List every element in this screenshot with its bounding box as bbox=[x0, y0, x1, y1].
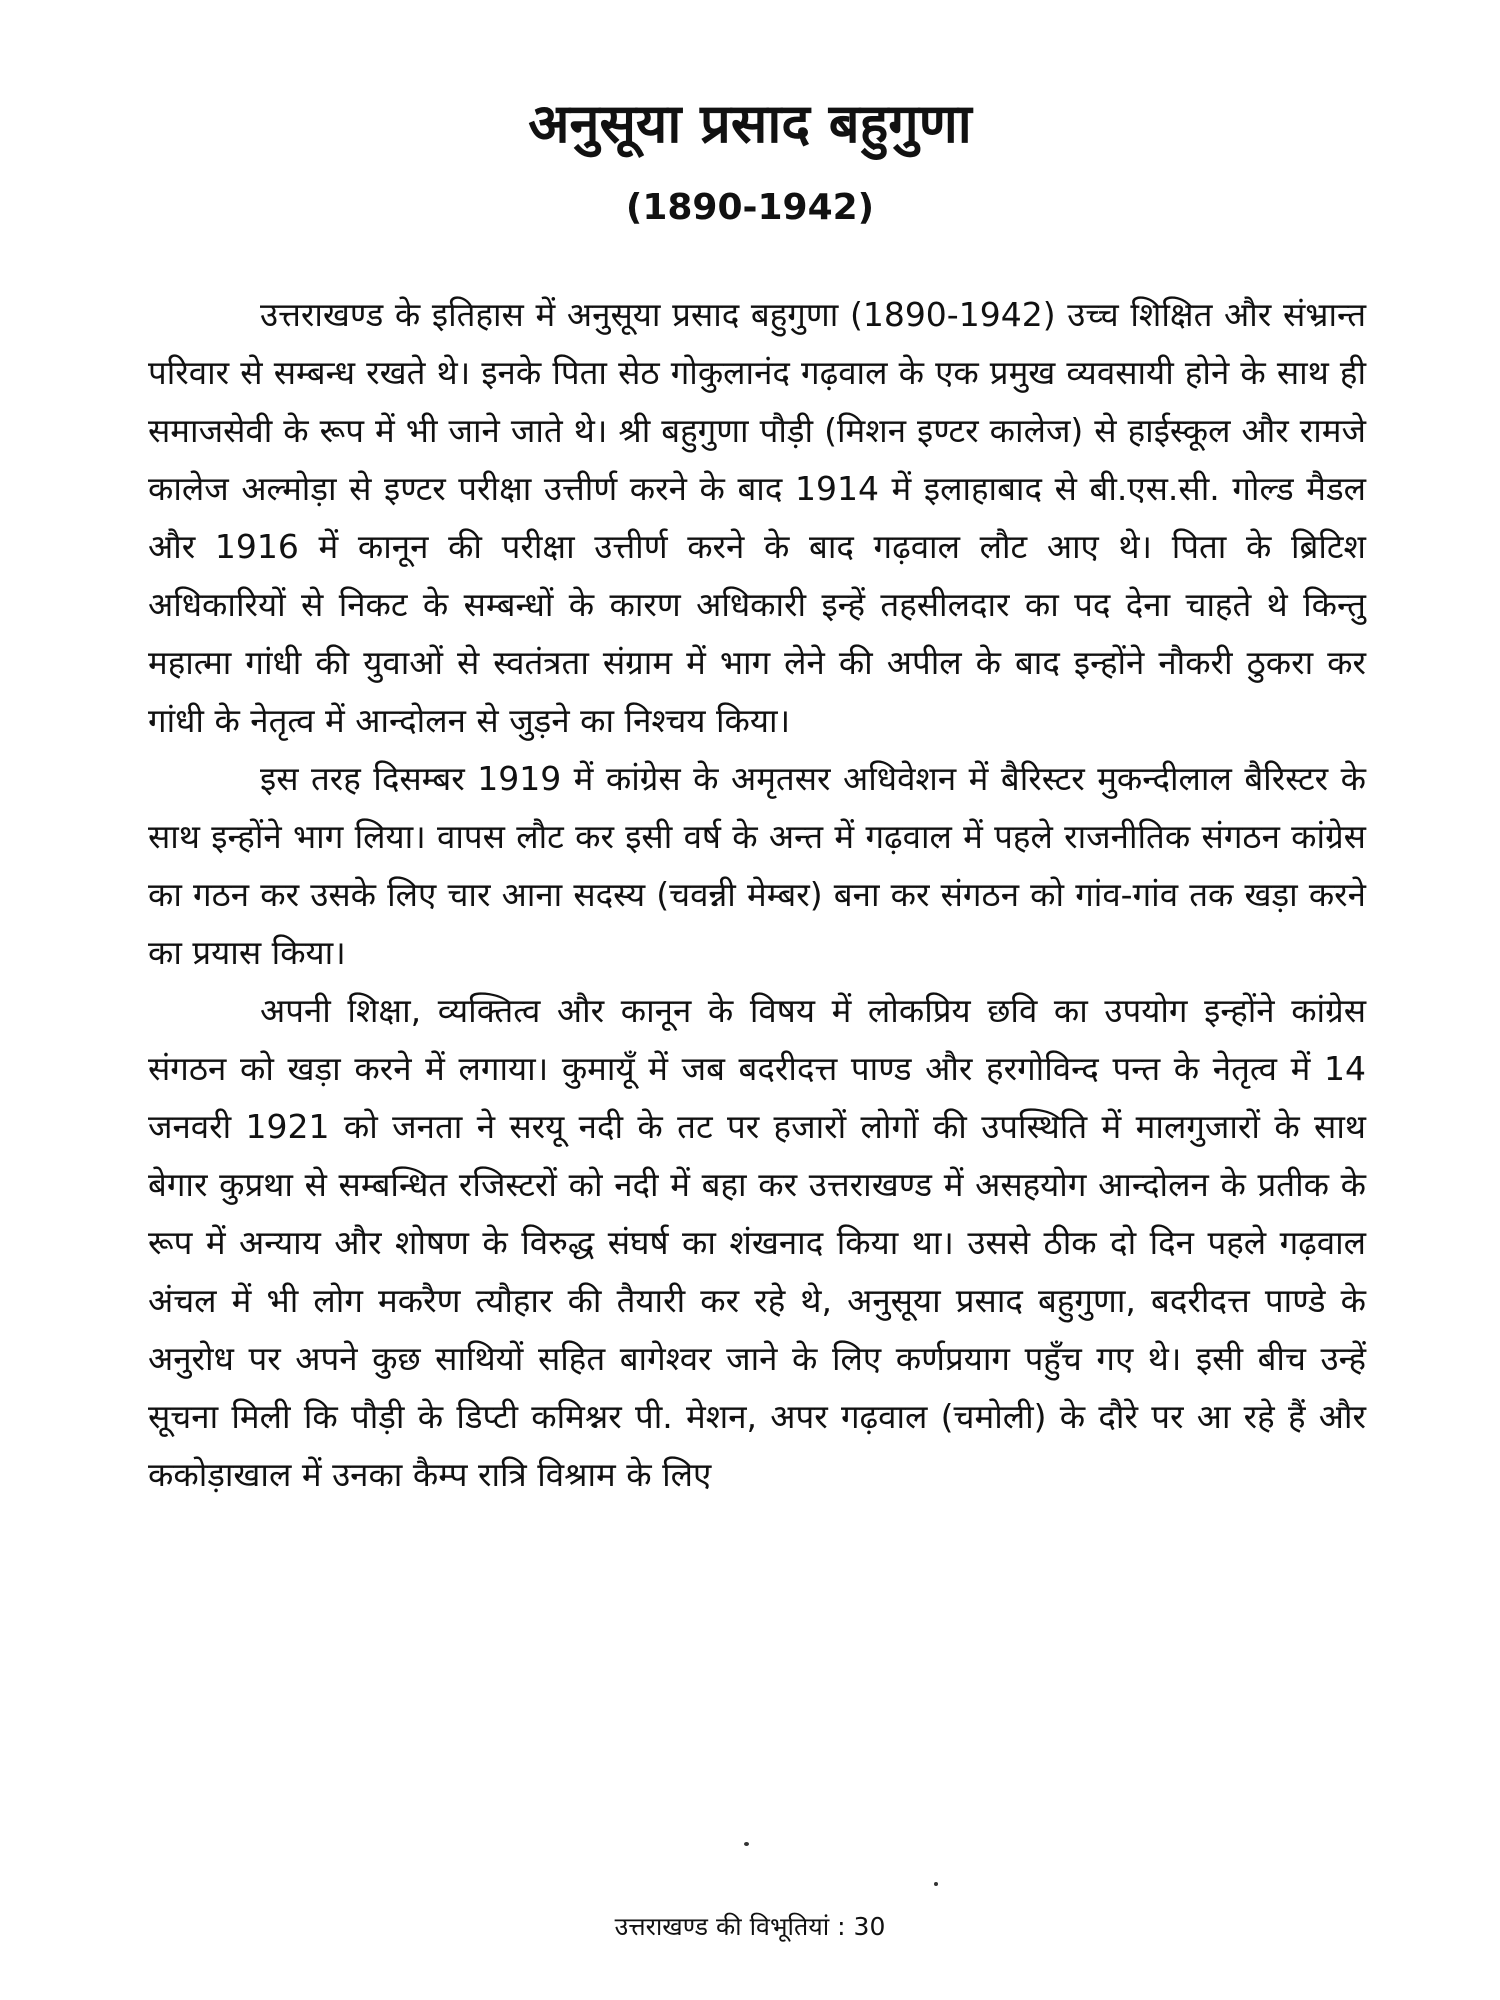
scan-speck bbox=[934, 1882, 938, 1886]
paragraph-1: उत्तराखण्ड के इतिहास में अनुसूया प्रसाद बहुगुणा (1890-1942) उच्च शिक्षित और संभ्रान्त परिवार से सम्बन्ध रखते थे। इनके पिता सेठ गोकुलानंद गढ़वाल के एक प्रमुख व्यवसायी होने के साथ ही समाजसेवी के रूप में भी जाने जाते थे। श्री बहुगुणा पौड़ी (मिशन इण्टर कालेज) से हाईस्कूल और रामजे कालेज अल्मोड़ा से इण्टर परीक्षा उत्तीर्ण करने के बाद 1914 में इलाहाबाद से बी.एस.सी. गोल्ड मैडल और 1916 में कानून की परीक्षा उत्तीर्ण करने के बाद गढ़वाल लौट आए थे। पिता के ब्रिटिश अधिकारियों से निकट के सम्बन्धों के कारण अधिकारी इन्हें तहसीलदार का पद देना चाहते थे किन्तु महात्मा गांधी की युवाओं से स्वतंत्रता संग्राम में भाग लेने की अपील के बाद इन्होंने नौकरी ठुकरा कर गांधी के नेतृत्व में आन्दोलन से जुड़ने का निश्चय किया। bbox=[148, 295, 1366, 740]
paragraph-3: अपनी शिक्षा, व्यक्तित्व और कानून के विषय में लोकप्रिय छवि का उपयोग इन्होंने कांग्रेस संगठन को खड़ा करने में लगाया। कुमायूँ में जब बदरीदत्त पाण्ड और हरगोविन्द पन्त के नेतृत्व में 14 जनवरी 1921 को जनता ने सरयू नदी के तट पर हजारों लोगों की उपस्थिति में मालगुजारों के साथ बेगार कुप्रथा से सम्बन्धित रजिस्टरों को नदी में बहा कर उत्तराखण्ड में असहयोग आन्दोलन के प्रतीक के रूप में अन्याय और शोषण के विरुद्ध संघर्ष का शंखनाद किया था। उससे ठीक दो दिन पहले गढ़वाल अंचल में भी लोग मकरैण त्यौहार की तैयारी कर रहे थे, अनुसूया प्रसाद बहुगुणा, बदरीदत्त पाण्डे के अनुरोध पर अपने कुछ साथियों सहित बागेश्वर जाने के लिए कर्णप्रयाग पहुँच गए थे। इसी बीच उन्हें सूचना मिली कि पौड़ी के डिप्टी कमिश्नर पी. मेशन, अपर गढ़वाल (चमोली) के दौरे पर आ रहे हैं और ककोड़ाखाल में उनका कैम्प रात्रि विश्राम के लिए bbox=[148, 991, 1366, 1494]
life-years: (1890-1942) bbox=[625, 187, 875, 228]
body-text bbox=[148, 286, 1366, 1504]
scan-speck bbox=[744, 1842, 749, 1846]
page-footer: उत्तराखण्ड की विभूतियां : 30 bbox=[614, 1912, 886, 1941]
paragraph-2: इस तरह दिसम्बर 1919 में कांग्रेस के अमृतसर अधिवेशन में बैरिस्टर मुकन्दीलाल बैरिस्टर के साथ इन्होंने भाग लिया। वापस लौट कर इसी वर्ष के अन्त में गढ़वाल में पहले राजनीतिक संगठन कांग्रेस का गठन कर उसके लिए चार आना सदस्य (चवन्नी मेम्बर) बना कर संगठन को गांव-गांव तक खड़ा करने का प्रयास किया। bbox=[148, 759, 1366, 972]
page-title: अनुसूया प्रसाद बहुगुणा bbox=[528, 92, 972, 155]
